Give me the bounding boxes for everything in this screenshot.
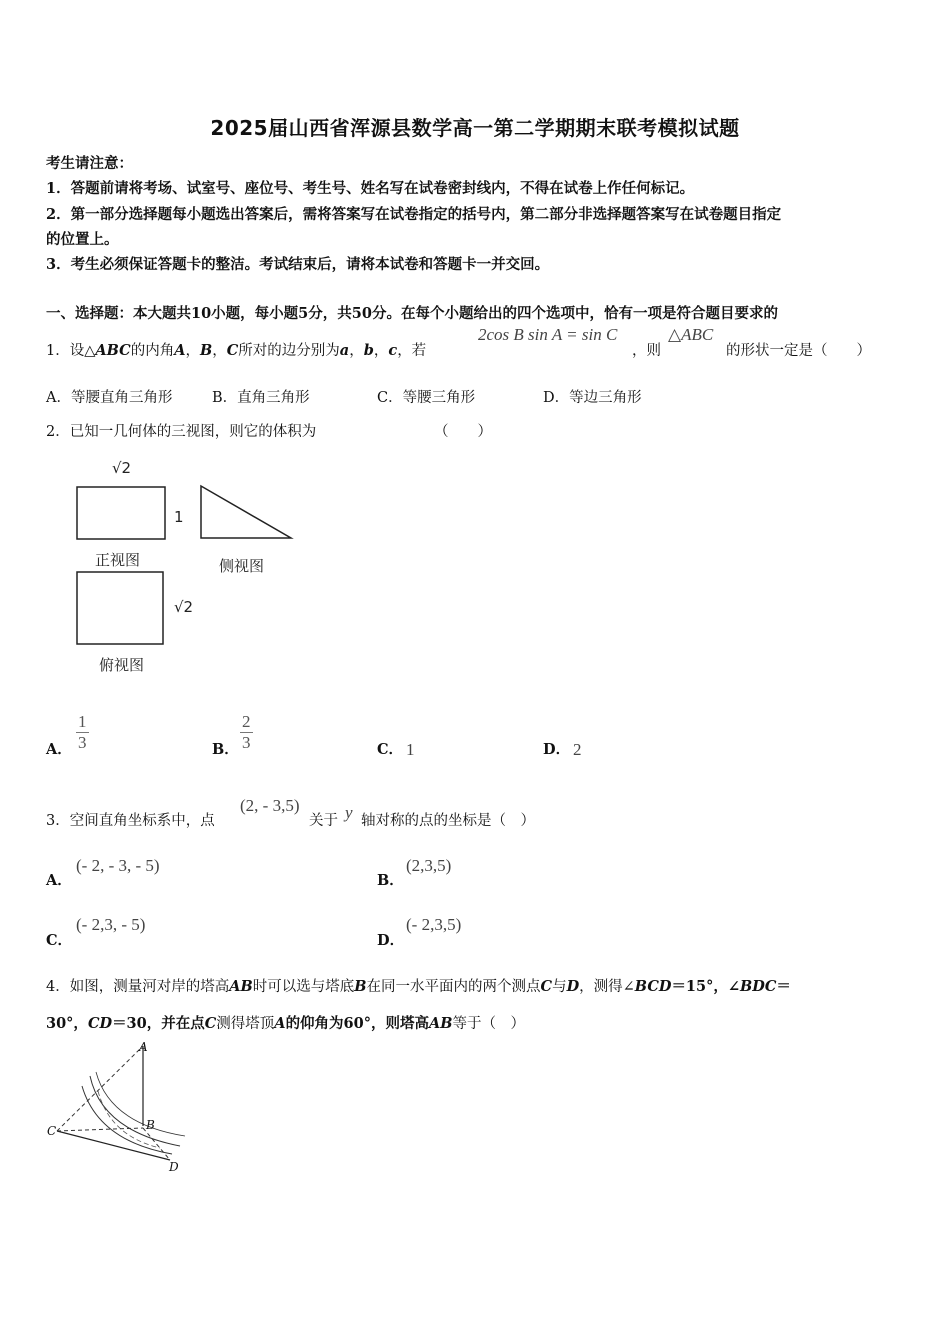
notice-item-2-cont: 的位置上。 bbox=[46, 231, 119, 248]
q2-option-b-den: 3 bbox=[242, 733, 251, 752]
q2-option-c-value: 1 bbox=[406, 740, 415, 759]
q3-axis: y bbox=[345, 803, 353, 822]
q3-option-a-value: (- 2, - 3, - 5) bbox=[76, 856, 160, 875]
q1-abc: ABC bbox=[95, 342, 131, 359]
q4-text: 4．如图，测量河对岸的塔高 bbox=[46, 979, 230, 995]
q4-text: ＝ bbox=[776, 978, 791, 995]
q3-option-a-label[interactable]: A． bbox=[46, 872, 72, 889]
river-bank-3 bbox=[96, 1072, 185, 1136]
question-1-stem bbox=[46, 339, 426, 360]
q1-option-b[interactable]: B．直角三角形 bbox=[212, 390, 310, 406]
q2-option-d-label[interactable]: D． bbox=[543, 741, 571, 758]
q4-bdc: BDC bbox=[740, 978, 777, 995]
page-title: 2025届山西省浑源县数学高一第二学期期末联考模拟试题 bbox=[210, 116, 740, 140]
fig-sqrt2-right: √2 bbox=[174, 598, 194, 616]
q4-text: 与 bbox=[552, 979, 567, 995]
q2-option-a-fraction bbox=[76, 712, 89, 753]
q3-tail: 轴对称的点的坐标是（ ） bbox=[361, 813, 535, 829]
fig-sqrt2-top: √2 bbox=[112, 459, 132, 477]
section-heading: 一、选择题：本大题共10小题，每小题5分，共50分。在每个小题给出的四个选项中，恰有一项是符合题目要求的 bbox=[46, 305, 778, 322]
q4-text: 时可以选与塔底 bbox=[252, 979, 355, 995]
line-ca bbox=[57, 1046, 143, 1131]
q1-option-d[interactable]: D．等边三角形 bbox=[543, 390, 642, 406]
line-cd bbox=[57, 1131, 170, 1160]
q4-text: ，测得∠ bbox=[579, 979, 635, 995]
q1-sep: ， bbox=[373, 343, 389, 359]
q1-angle-a: A bbox=[174, 342, 186, 359]
line-cb bbox=[57, 1128, 143, 1131]
question-3-stem: 3．空间直角坐标系中，点 bbox=[46, 813, 215, 829]
top-view-rect bbox=[77, 572, 163, 644]
q4-bcd: BCD bbox=[634, 978, 672, 995]
fig-label-a: A bbox=[139, 1040, 148, 1054]
q1-side-a: a bbox=[339, 342, 350, 359]
q2-option-a-den: 3 bbox=[78, 733, 87, 752]
q4-text: 测得塔顶 bbox=[216, 1016, 275, 1032]
q1-side-b: b bbox=[363, 342, 374, 359]
q2-option-b-num: 2 bbox=[242, 712, 251, 731]
q1-sep: ， bbox=[349, 343, 364, 359]
q4-b: B bbox=[354, 978, 367, 995]
q2-option-b-label[interactable]: B． bbox=[212, 741, 239, 758]
q1-ze: ，则 bbox=[632, 343, 661, 359]
q2-option-b-fraction bbox=[240, 712, 253, 753]
q1-angle-c: C bbox=[226, 342, 239, 359]
q2-paren: （ ） bbox=[434, 424, 492, 440]
question-4-line-1 bbox=[46, 975, 791, 996]
q1-sep: ， bbox=[212, 343, 227, 359]
q4-text: ＝30，并在点 bbox=[112, 1015, 205, 1032]
q1-tail: 的形状一定是（ ） bbox=[726, 343, 871, 359]
q4-text: ＝15°，∠ bbox=[671, 978, 741, 995]
q3-option-b-label[interactable]: B． bbox=[377, 872, 404, 889]
q3-option-d-value: (- 2,3,5) bbox=[406, 915, 462, 934]
notice-item-1: 1．答题前请将考场、试室号、座位号、考生号、姓名写在试卷密封线内，不得在试卷上作任何标记。 bbox=[46, 180, 695, 197]
q4-c: C bbox=[204, 1015, 217, 1032]
q1-ruo: ，若 bbox=[397, 343, 427, 359]
q4-text: 的仰角为60°，则塔高 bbox=[285, 1015, 429, 1032]
q3-option-c-value: (- 2,3, - 5) bbox=[76, 915, 146, 934]
q2-option-a-label[interactable]: A． bbox=[46, 741, 72, 758]
q2-option-c-label[interactable]: C． bbox=[377, 741, 404, 758]
q4-ab: AB bbox=[429, 1015, 453, 1032]
q4-text: 30°， bbox=[46, 1015, 88, 1032]
q1-option-c[interactable]: C．等腰三角形 bbox=[377, 390, 476, 406]
q4-c: C bbox=[540, 978, 553, 995]
fig-label-d: D bbox=[169, 1160, 179, 1174]
fig-label-c: C bbox=[47, 1124, 57, 1138]
fig-front-view-label: 正视图 bbox=[95, 551, 141, 569]
q4-text: 等于（ ） bbox=[452, 1016, 526, 1032]
q1-angle-b: B bbox=[199, 342, 213, 359]
front-view-rect bbox=[77, 487, 165, 539]
q4-text: 在同一水平面内的两个测点 bbox=[366, 979, 541, 995]
fig-side-view-label: 侧视图 bbox=[219, 557, 265, 575]
q4-a: A bbox=[274, 1015, 286, 1032]
q2-option-a-num: 1 bbox=[78, 712, 87, 731]
q1-sep: ， bbox=[185, 343, 200, 359]
question-4-line-2 bbox=[46, 1012, 525, 1033]
river-bank-2 bbox=[82, 1086, 172, 1154]
notice-item-3: 3．考生必须保证答题卡的整洁。考试结束后，请将本试卷和答题卡一并交回。 bbox=[46, 256, 550, 273]
q4-d: D bbox=[566, 978, 580, 995]
q1-formula: 2cos B sin A = sin C bbox=[478, 325, 618, 344]
q1-option-a[interactable]: A．等腰直角三角形 bbox=[46, 390, 173, 406]
q3-option-b-value: (2,3,5) bbox=[406, 856, 452, 875]
q2-option-d-value: 2 bbox=[573, 740, 582, 759]
side-view-triangle bbox=[201, 486, 291, 538]
q1-triangle: △ABC bbox=[668, 325, 714, 344]
q3-mid: 关于 bbox=[309, 813, 338, 829]
q3-option-c-label[interactable]: C． bbox=[46, 932, 73, 949]
question-2-stem: 2．已知一几何体的三视图，则它的体积为 bbox=[46, 424, 317, 440]
q3-option-d-label[interactable]: D． bbox=[377, 932, 405, 949]
q1-mid2: 所对的边分别为 bbox=[238, 343, 340, 359]
q4-ab: AB bbox=[229, 978, 253, 995]
fig-top-view-label: 俯视图 bbox=[99, 656, 145, 674]
fig-one-label: 1 bbox=[174, 508, 184, 526]
q4-cd: CD bbox=[87, 1015, 113, 1032]
q1-mid1: 的内角 bbox=[130, 343, 175, 359]
q1-lead: 1．设△ bbox=[46, 343, 96, 359]
q1-side-c: c bbox=[388, 342, 398, 359]
q3-point: (2, - 3,5) bbox=[240, 796, 300, 815]
notice-heading: 考生请注意： bbox=[46, 155, 133, 172]
fig-label-b: B bbox=[146, 1118, 155, 1132]
notice-item-2: 2．第一部分选择题每小题选出答案后，需将答案写在试卷指定的括号内，第二部分非选择题答案写在试卷题目指定 bbox=[46, 206, 782, 223]
river-bank-1 bbox=[90, 1076, 180, 1146]
